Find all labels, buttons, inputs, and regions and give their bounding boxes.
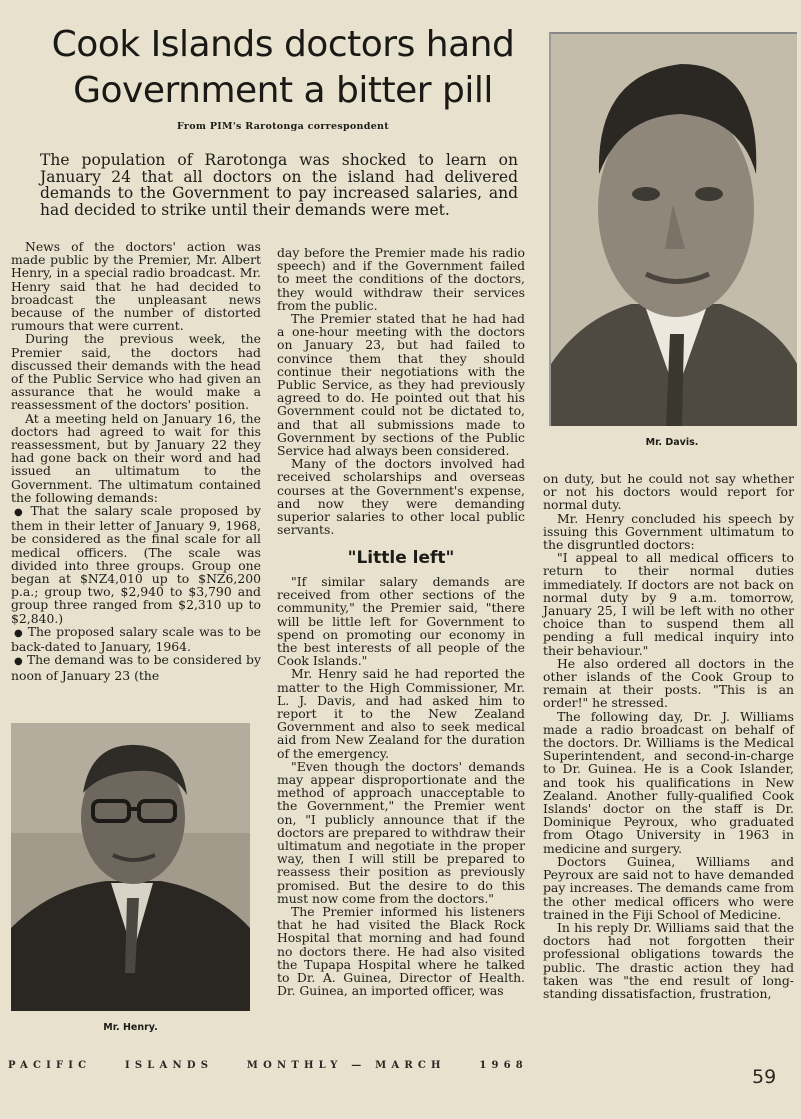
- paragraph: Mr. Henry said he had reported the matter to the High Commissioner, Mr. L. J. Davis, and had asked him to report it to the New Zealand Government and also to seek medical aid from New Zealand for the duration of the emergency.: [277, 666, 525, 761]
- footer-year: 1968: [479, 1060, 528, 1071]
- paragraph: Doctors Guinea, Williams and Peyroux are said not to have demanded pay increases. The demands came from the other medical officers who were trained in the Fiji School of Medicine.: [543, 853, 794, 922]
- paragraph: At a meeting held on January 16, the doctors had agreed to wait for this reassessment, but by January 22 they had gone back on their word and had issued an ultimatum to the Government. The ultimatum contained the following demands:: [11, 410, 261, 505]
- paragraph: The Premier informed his listeners that he had visited the Black Rock Hospital that morning and had found no doctors there. He had also visited the Tupapa Hospital where he talked to Dr. A. Guinea, Director of Health. Dr. Guinea, an imported officer, was: [277, 904, 525, 999]
- paragraph: The following day, Dr. J. Williams made a radio broadcast on behalf of the doctors. Dr. Williams is the Medical Superintendent, and second-in-charge to Dr. Guinea. He is a Cook Islander, and took his qualifications in New Zealand. Another fully-qualified Cook Islands' doctor on the staff is Dr. Dominique Peyroux, who graduated from Otago University in 1963 in medicine and surgery.: [543, 708, 794, 856]
- photo-mr-davis: [549, 32, 797, 426]
- caption-henry: Mr. Henry.: [103, 1022, 158, 1033]
- headline: [28, 22, 538, 114]
- column-2: [277, 246, 525, 536]
- paragraph: "Even though the doctors' demands may appear disproportionate and the method of approach unacceptable to the Government," the Premier went on, "I publicly announce that if the doctors are prepared to withdraw their ultimatum and negotiate in the proper way, then I will still be prepared to reassess their position as previously promised. But the desire to do this must now come from the doctors.": [277, 758, 525, 906]
- portrait-davis-image: [551, 34, 797, 426]
- page-number: 59: [752, 1066, 777, 1088]
- bullet-paragraph: ● The demand was to be considered by noon of January 23 (the: [11, 653, 261, 681]
- paragraph: "If similar salary demands are received from other sections of the community," the Premier said, "there will be little left for Government to spend on promoting our economy in the best interests of all people of the Cook Islands.": [277, 574, 525, 669]
- paragraph: News of the doctors' action was made public by the Premier, Mr. Albert Henry, in a special radio broadcast. Mr. Henry said that he had decided to broadcast the unpleasant news because of the number of distorted rumours that were current.: [11, 239, 261, 334]
- paragraph: on duty, but he could not say whether or not his doctors would report for normal duty.: [543, 471, 794, 513]
- paragraph: During the previous week, the Premier said, the doctors had discussed their demands with the head of the Public Service who had given an assurance that he would make a reassessment of the doctors' position.: [11, 331, 261, 413]
- portrait-henry-image: [11, 723, 250, 1011]
- column-3: [543, 472, 794, 1000]
- standfirst: The population of Rarotonga was shocked to learn on January 24 that all doctors on the island had delivered demands to the Government to pay increased salaries, and had decided to strike until their demands were met.: [40, 151, 518, 220]
- subheading: "Little left": [347, 548, 455, 568]
- footer-masthead: [8, 1060, 528, 1071]
- paragraph: In his reply Dr. Williams said that the doctors had not forgotten their professional obligations towards the public. The drastic action they had taken was "the end result of long-standing dissatisfaction, frustration,: [543, 919, 794, 1001]
- footer-word: PACIFIC: [8, 1060, 92, 1071]
- column-1: [11, 240, 261, 682]
- paragraph: The Premier stated that he had had a one-hour meeting with the doctors on January 23, but had failed to convince them that they should continue their negotiations with the Public Service, as they had previously agreed to do. He pointed out that his Government could not be dictated to, and that all submissions made to Government by sections of the Public Service had always been considered.: [277, 311, 525, 459]
- headline-line-1: Cook Islands doctors hand: [51, 24, 515, 65]
- paragraph: Many of the doctors involved had received scholarships and overseas courses at the Government's expense, and now they were demanding superior salaries to other local public servants.: [277, 456, 525, 538]
- photo-mr-henry: [11, 723, 250, 1011]
- byline: From PIM's Rarotonga correspondent: [177, 121, 389, 132]
- paragraph: Mr. Henry concluded his speech by issuing this Government ultimatum to the disgruntled doctors:: [543, 510, 794, 553]
- bullet-paragraph: ● That the salary scale proposed by them in their letter of January 9, 1968, be considered as the final scale for all medical officers. (The scale was divided into three groups. Group one began at $NZ4,010 up to $NZ6,200 p.a.; group two, $2,940 to $3,790 and group three ranged from $2,310 up to $2,840.): [11, 504, 261, 625]
- paragraph: "I appeal to all medical officers to return to their normal duties immediately. If doctors are not back on normal duty by 9 a.m. tomorrow, January 25, I will be left with no other choice than to suspend them all pending a full medical inquiry into their behaviour.": [543, 550, 794, 658]
- footer-word: ISLANDS: [125, 1060, 214, 1071]
- headline-line-2: Government a bitter pill: [73, 70, 493, 111]
- paragraph: day before the Premier made his radio speech) and if the Government failed to meet the conditions of the doctors, they would withdraw their services from the public.: [277, 245, 525, 313]
- paragraph: He also ordered all doctors in the other islands of the Cook Group to remain at their posts. "This is an order!" he stressed.: [543, 655, 794, 711]
- bullet-paragraph: ● The proposed salary scale was to be back-dated to January, 1964.: [11, 625, 261, 653]
- column-2-continued: [277, 575, 525, 998]
- footer-word: MONTHLY — MARCH: [246, 1060, 446, 1071]
- caption-davis: Mr. Davis.: [645, 437, 699, 448]
